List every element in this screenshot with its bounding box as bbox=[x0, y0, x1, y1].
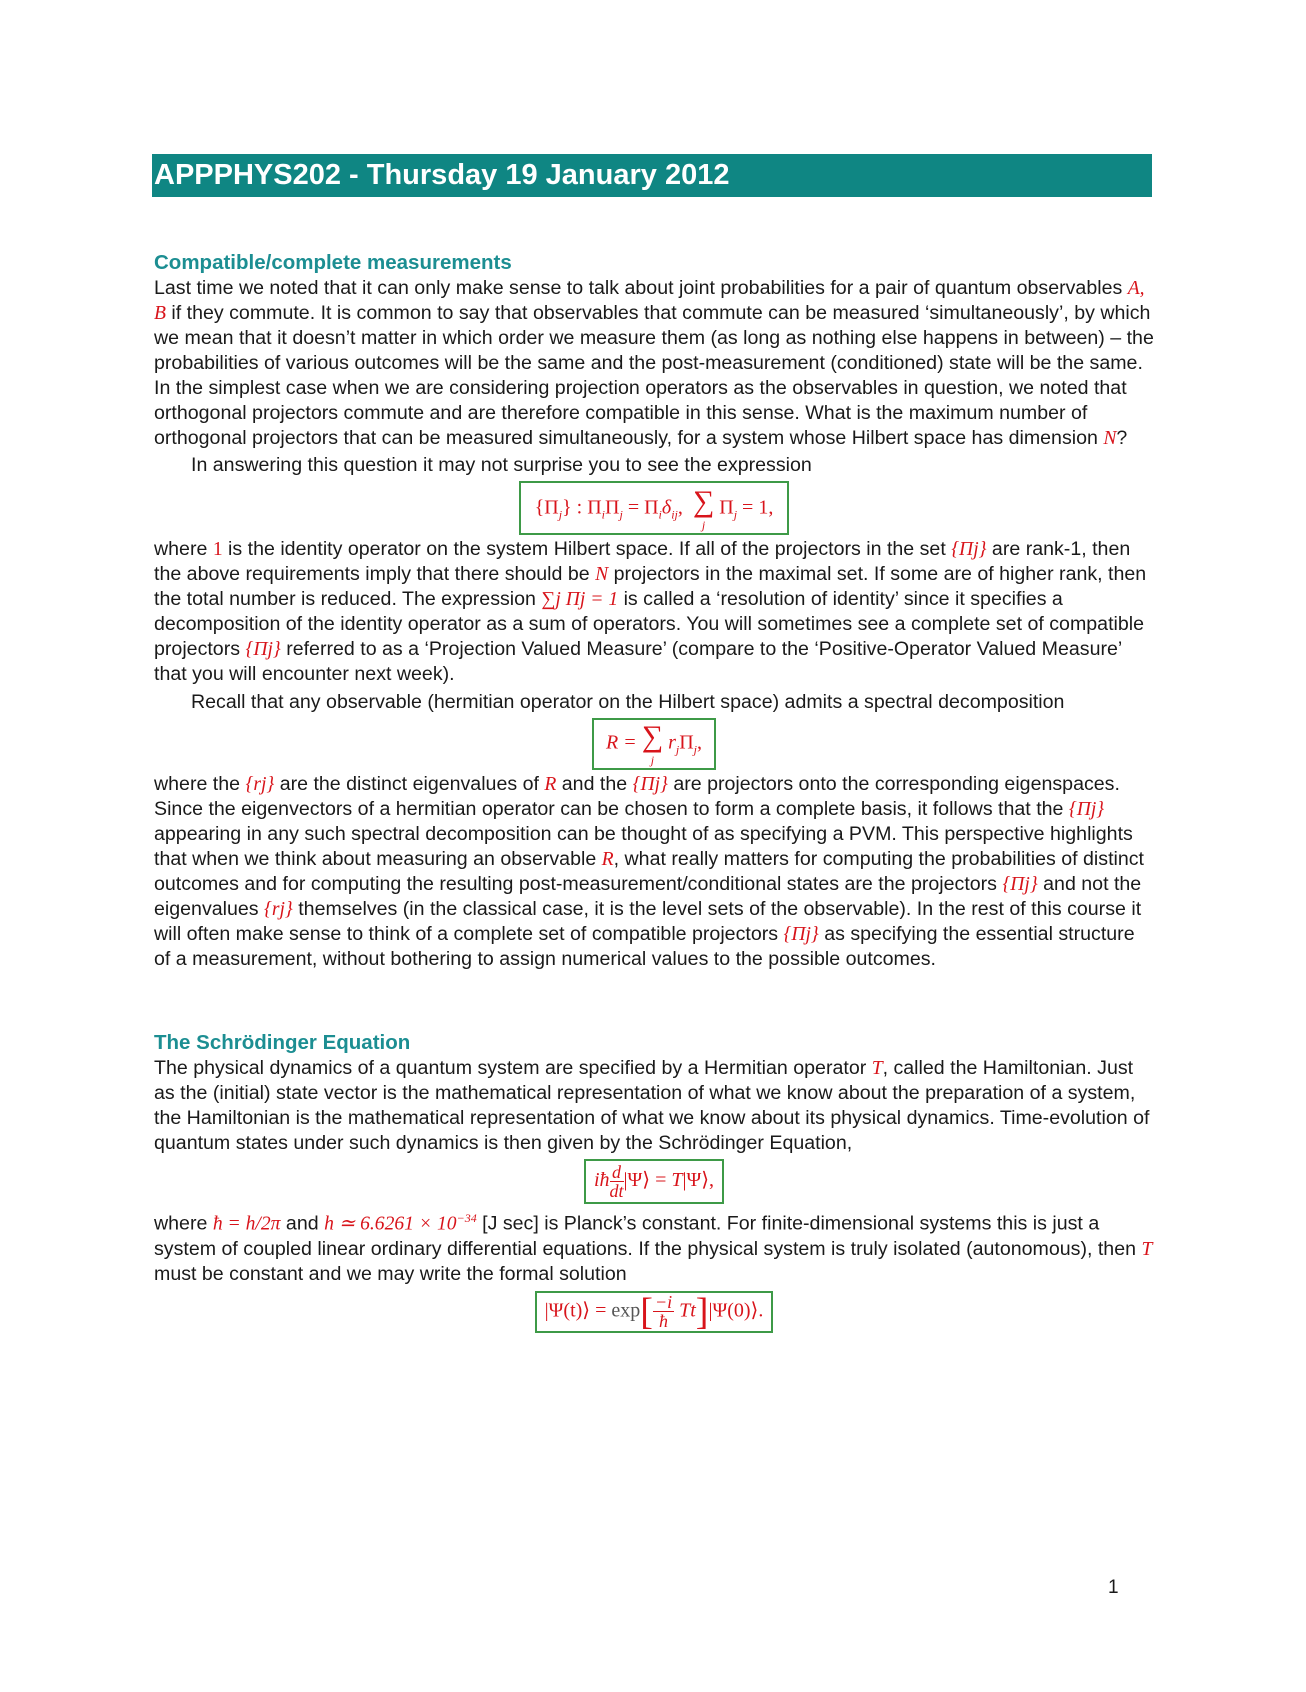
derivative-fraction: $\frac{d}{dt}$ bbox=[609, 1162, 624, 1201]
paragraph-planck: where ħ = h/2π and h ≃ $6.6261 \times 10^{-34}$ [J sec] is Planck’s constant. For finite-dimensional systems this is just a system of coupled linear ordinary differential equations. If the physical system is truly isolated (autonomous), then T must be constant and we may write the formal solution bbox=[154, 1211, 1153, 1285]
equation-formal-solution: |Ψ(t)⟩ = exp[ $\frac{-i}{ħ}$ Tt]|Ψ(0)⟩. bbox=[154, 1291, 1154, 1333]
equation-resolution-identity: $\{\Pi_j\}$ : $\Pi_i\Pi_j = \Pi_i\delta_{ij}$, ∑ j $\Pi_j = 1$, bbox=[154, 481, 1154, 535]
paragraph-spectral-intro: Recall that any observable (hermitian operator on the Hilbert space) admits a spectral decomposition bbox=[191, 691, 1065, 713]
section-heading-schrodinger: The Schrödinger Equation bbox=[154, 1031, 411, 1054]
section-heading-compatible: Compatible/complete measurements bbox=[154, 251, 512, 274]
paragraph-intro: Last time we noted that it can only make sense to talk about joint probabilities for a pair of quantum observables A, B if they commute. It is common to say that observables that commute can be measured ‘simultaneously’, by which we mean that it doesn’t matter in which order we measure them (as long as nothing else happens in between) – the probabilities of various outcomes will be the same and the post-measurement (conditioned) state will be the same. In the simplest case when we are considering projection operators as the observables in question, we noted that orthogonal projectors commute and are therefore compatible in this sense. What is the maximum number of orthogonal projectors that can be measured simultaneously, for a system whose Hilbert space has dimension N? bbox=[154, 277, 1154, 449]
summation-symbol: ∑ j bbox=[692, 485, 715, 532]
paragraph-resolution: where 1 is the identity operator on the system Hilbert space. If all of the projectors in the set {Πj} are rank-1, then the above requirements imply that there should be N projectors in the maximal set. If some are of higher rank, then the total number is reduced. The expression ∑j Πj = 1 is called a ‘resolution of identity’ since it specifies a decomposition of the identity operator as a sum of operators. You will sometimes see a complete set of compatible projectors {Πj} referred to as a ‘Projection Valued Measure’ (compare to the ‘Positive-Operator Valued Measure’ that you will encounter next week). bbox=[154, 538, 1147, 685]
exponent-fraction: $\frac{-i}{ħ}$ bbox=[654, 1292, 673, 1332]
page-title: APPPHYS202 - Thursday 19 January 2012 bbox=[152, 154, 1152, 197]
paragraph-hamiltonian: The physical dynamics of a quantum system are specified by a Hermitian operator T, called the Hamiltonian. Just as the (initial) state vector is the mathematical representation of what we know about the preparation of a system, the Hamiltonian is the mathematical representation of what we know about its physical dynamics. Time-evolution of quantum states under such dynamics is then given by the Schrödinger Equation, bbox=[154, 1057, 1150, 1154]
equation-schrodinger: iħ $\frac{d}{dt}$ |Ψ⟩ = T|Ψ⟩, bbox=[154, 1159, 1154, 1204]
paragraph-expression-intro: In answering this question it may not surprise you to see the expression bbox=[191, 454, 812, 476]
equation-spectral-decomposition: R = ∑ j $r_j\Pi_j$, bbox=[154, 718, 1154, 770]
document-body bbox=[154, 250, 1154, 1335]
page-number: 1 bbox=[1108, 1577, 1119, 1598]
paragraph-eigenvalues: where the {rj} are the distinct eigenvalues of R and the {Πj} are projectors onto the corresponding eigenspaces. Since the eigenvectors of a hermitian operator can be chosen to form a complete basis, it follows that the {Πj} appearing in any such spectral decomposition can be thought of as specifying a PVM. This perspective highlights that when we think about measuring an observable R, what really matters for computing the probabilities of distinct outcomes and for computing the resulting post-measurement/conditional states are the projectors {Πj} and not the eigenvalues {rj} themselves (in the classical case, it is the level sets of the observable). In the rest of this course it will often make sense to think of a complete set of compatible projectors {Πj} as specifying the essential structure of a measurement, without bothering to assign numerical values to the possible outcomes. bbox=[154, 773, 1145, 970]
summation-symbol: ∑ j bbox=[641, 720, 664, 767]
